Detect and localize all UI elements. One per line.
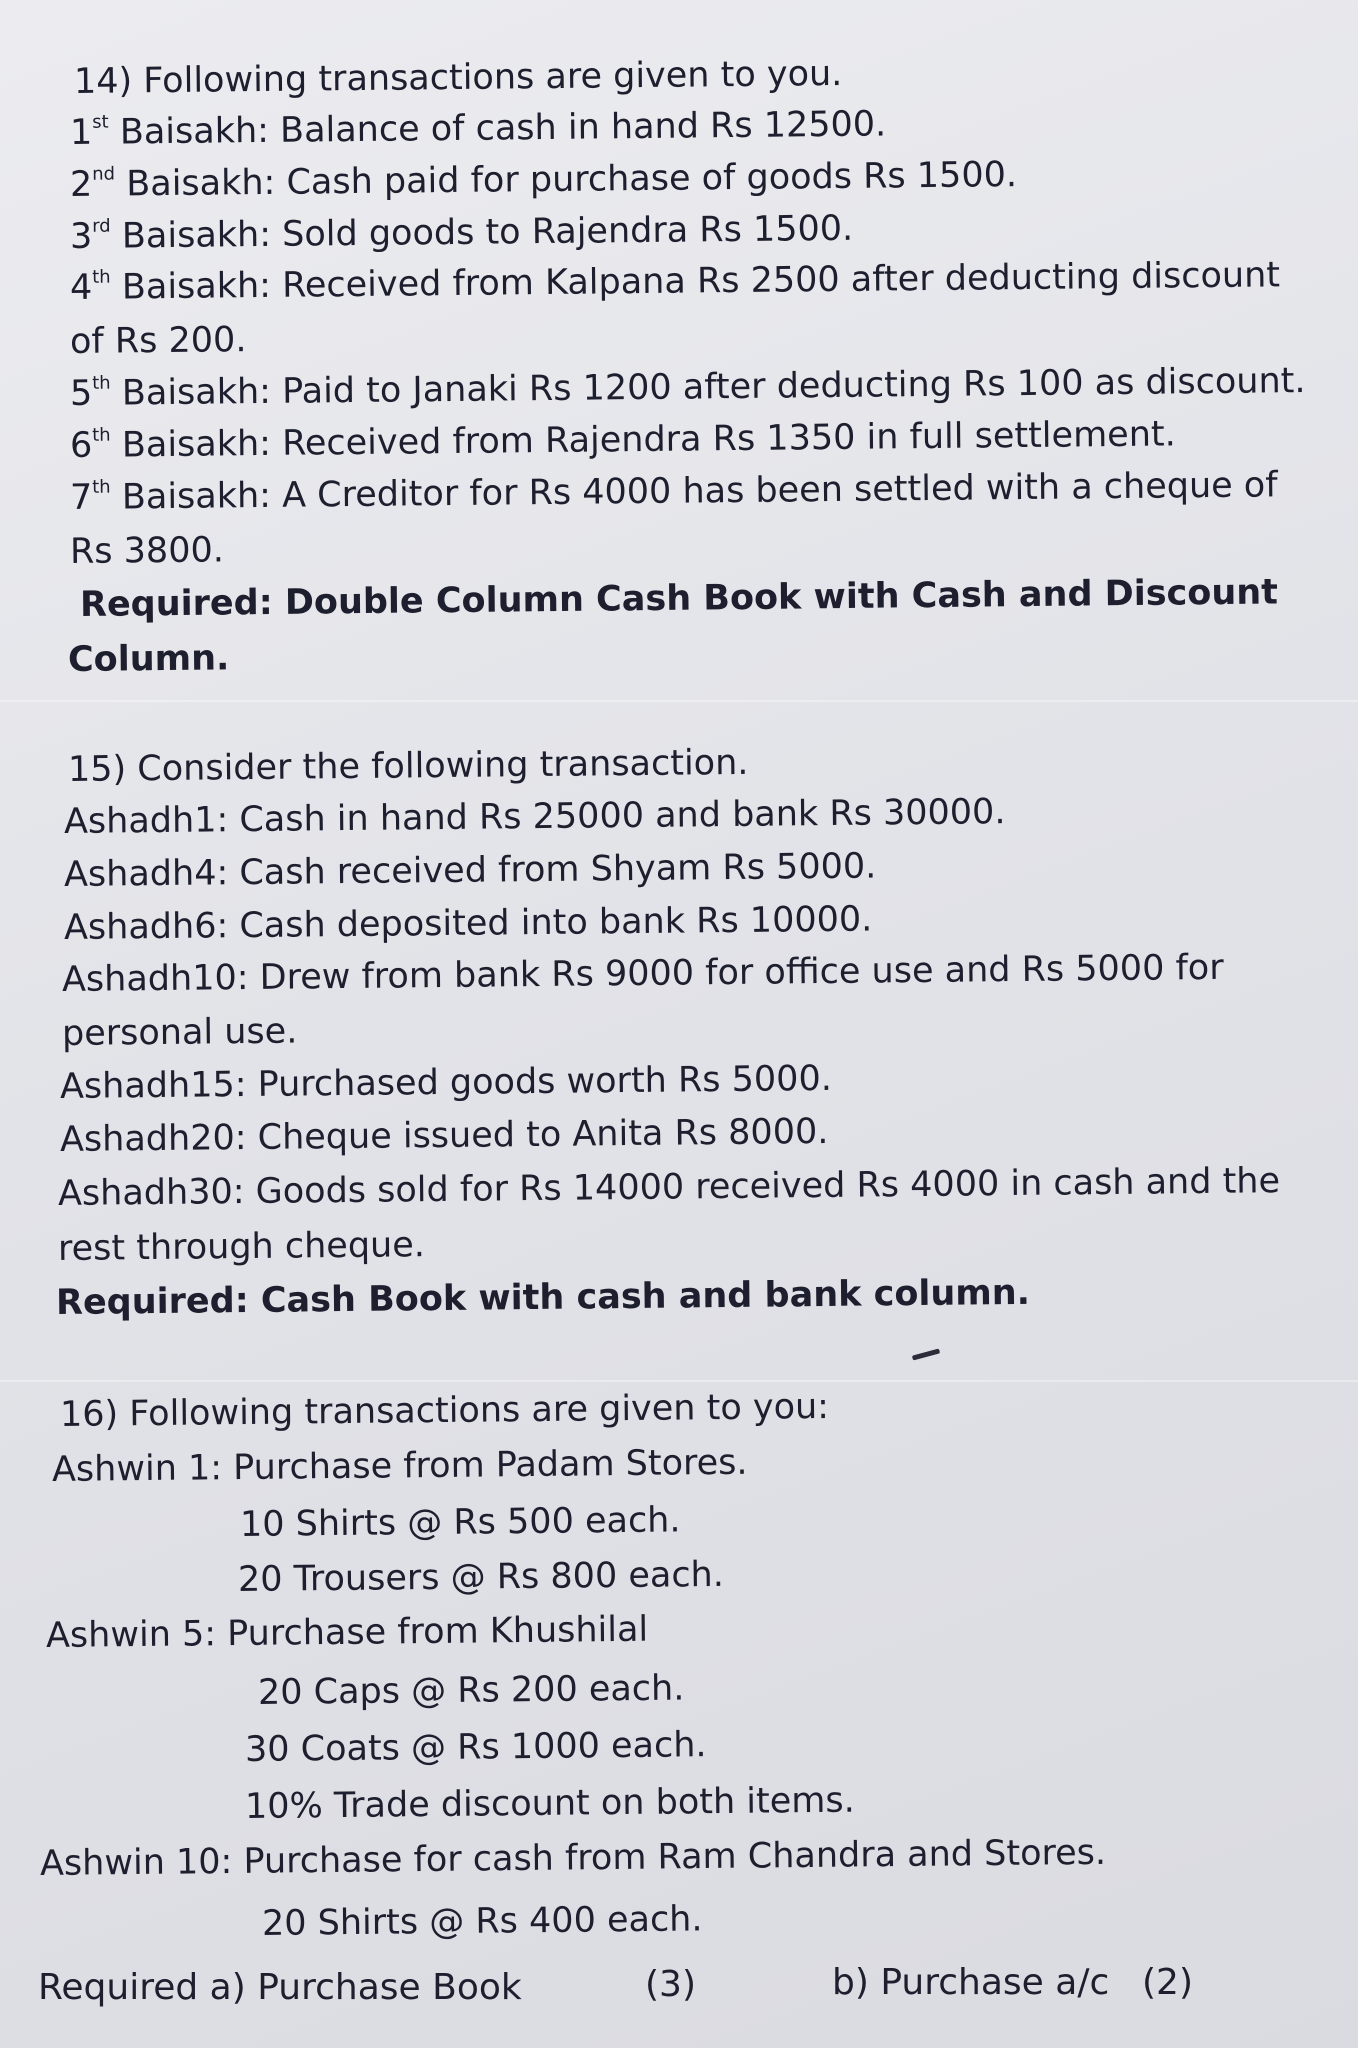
q15-line-5: personal use. bbox=[61, 1011, 298, 1054]
question-14-title: 14) Following transactions are given to you. bbox=[73, 53, 843, 102]
q14-line-5: of Rs 200. bbox=[69, 320, 247, 362]
q15-line-9: rest through cheque. bbox=[57, 1225, 426, 1269]
q14-line-1: 1st Baisakh: Balance of cash in hand Rs 12500. bbox=[69, 104, 887, 153]
q15-line-1: Ashadh1: Cash in hand Rs 25000 and bank Rs 30000. bbox=[63, 792, 1006, 842]
q16-line-2: 10 Shirts @ Rs 500 each. bbox=[239, 1500, 681, 1545]
q16-marks-a: (3) bbox=[645, 1964, 696, 2005]
q14-required-line-1: Required: Double Column Cash Book with Cash and Discount bbox=[79, 572, 1279, 625]
q14-line-3: 3rd Baisakh: Sold goods to Rajendra Rs 1500. bbox=[69, 208, 854, 257]
q14-line-8: 7th Baisakh: A Creditor for Rs 4000 has been settled with a cheque of bbox=[69, 465, 1278, 518]
q14-line-9: Rs 3800. bbox=[69, 530, 225, 572]
q15-line-6: Ashadh15: Purchased goods worth Rs 5000. bbox=[59, 1058, 833, 1107]
q16-marks-b: (2) bbox=[1142, 1962, 1193, 2003]
q16-line-7: 10% Trade discount on both items. bbox=[244, 1780, 855, 1827]
paper-crease bbox=[0, 1380, 1358, 1382]
q16-line-8: Ashwin 10: Purchase for cash from Ram Chandra and Stores. bbox=[39, 1832, 1107, 1884]
q16-required-b: b) Purchase a/c bbox=[832, 1962, 1110, 2003]
q16-line-5: 20 Caps @ Rs 200 each. bbox=[257, 1668, 685, 1713]
q15-line-7: Ashadh20: Cheque issued to Anita Rs 8000. bbox=[59, 1111, 829, 1160]
question-16-title: 16) Following transactions are given to you: bbox=[59, 1386, 830, 1435]
paper-crease bbox=[0, 700, 1358, 702]
q15-required: Required: Cash Book with cash and bank column. bbox=[55, 1272, 1031, 1323]
q16-required-a: Required a) Purchase Book bbox=[38, 1967, 522, 2008]
question-15-title: 15) Consider the following transaction. bbox=[67, 742, 749, 790]
pen-mark bbox=[912, 1348, 940, 1360]
q15-line-4: Ashadh10: Drew from bank Rs 9000 for office use and Rs 5000 for bbox=[61, 947, 1224, 1000]
q15-line-3: Ashadh6: Cash deposited into bank Rs 10000. bbox=[63, 899, 873, 948]
q16-line-9: 20 Shirts @ Rs 400 each. bbox=[261, 1899, 703, 1944]
q16-line-6: 30 Coats @ Rs 1000 each. bbox=[244, 1725, 707, 1770]
q14-line-2: 2nd Baisakh: Cash paid for purchase of goods Rs 1500. bbox=[69, 155, 1018, 205]
q14-line-4: 4th Baisakh: Received from Kalpana Rs 2500 after deducting discount bbox=[69, 255, 1281, 308]
q16-line-4: Ashwin 5: Purchase from Khushilal bbox=[45, 1609, 649, 1656]
q14-line-7: 6th Baisakh: Received from Rajendra Rs 1350 in full settlement. bbox=[69, 414, 1176, 466]
q15-line-8: Ashadh30: Goods sold for Rs 14000 received Rs 4000 in cash and the bbox=[57, 1161, 1281, 1214]
q15-line-2: Ashadh4: Cash received from Shyam Rs 5000. bbox=[63, 846, 877, 895]
q14-line-6: 5th Baisakh: Paid to Janaki Rs 1200 after deducting Rs 100 as discount. bbox=[69, 361, 1306, 414]
q16-line-3: 20 Trousers @ Rs 800 each. bbox=[237, 1554, 725, 1600]
q16-line-1: Ashwin 1: Purchase from Padam Stores. bbox=[51, 1442, 748, 1490]
q14-required-line-2: Column. bbox=[67, 638, 230, 680]
